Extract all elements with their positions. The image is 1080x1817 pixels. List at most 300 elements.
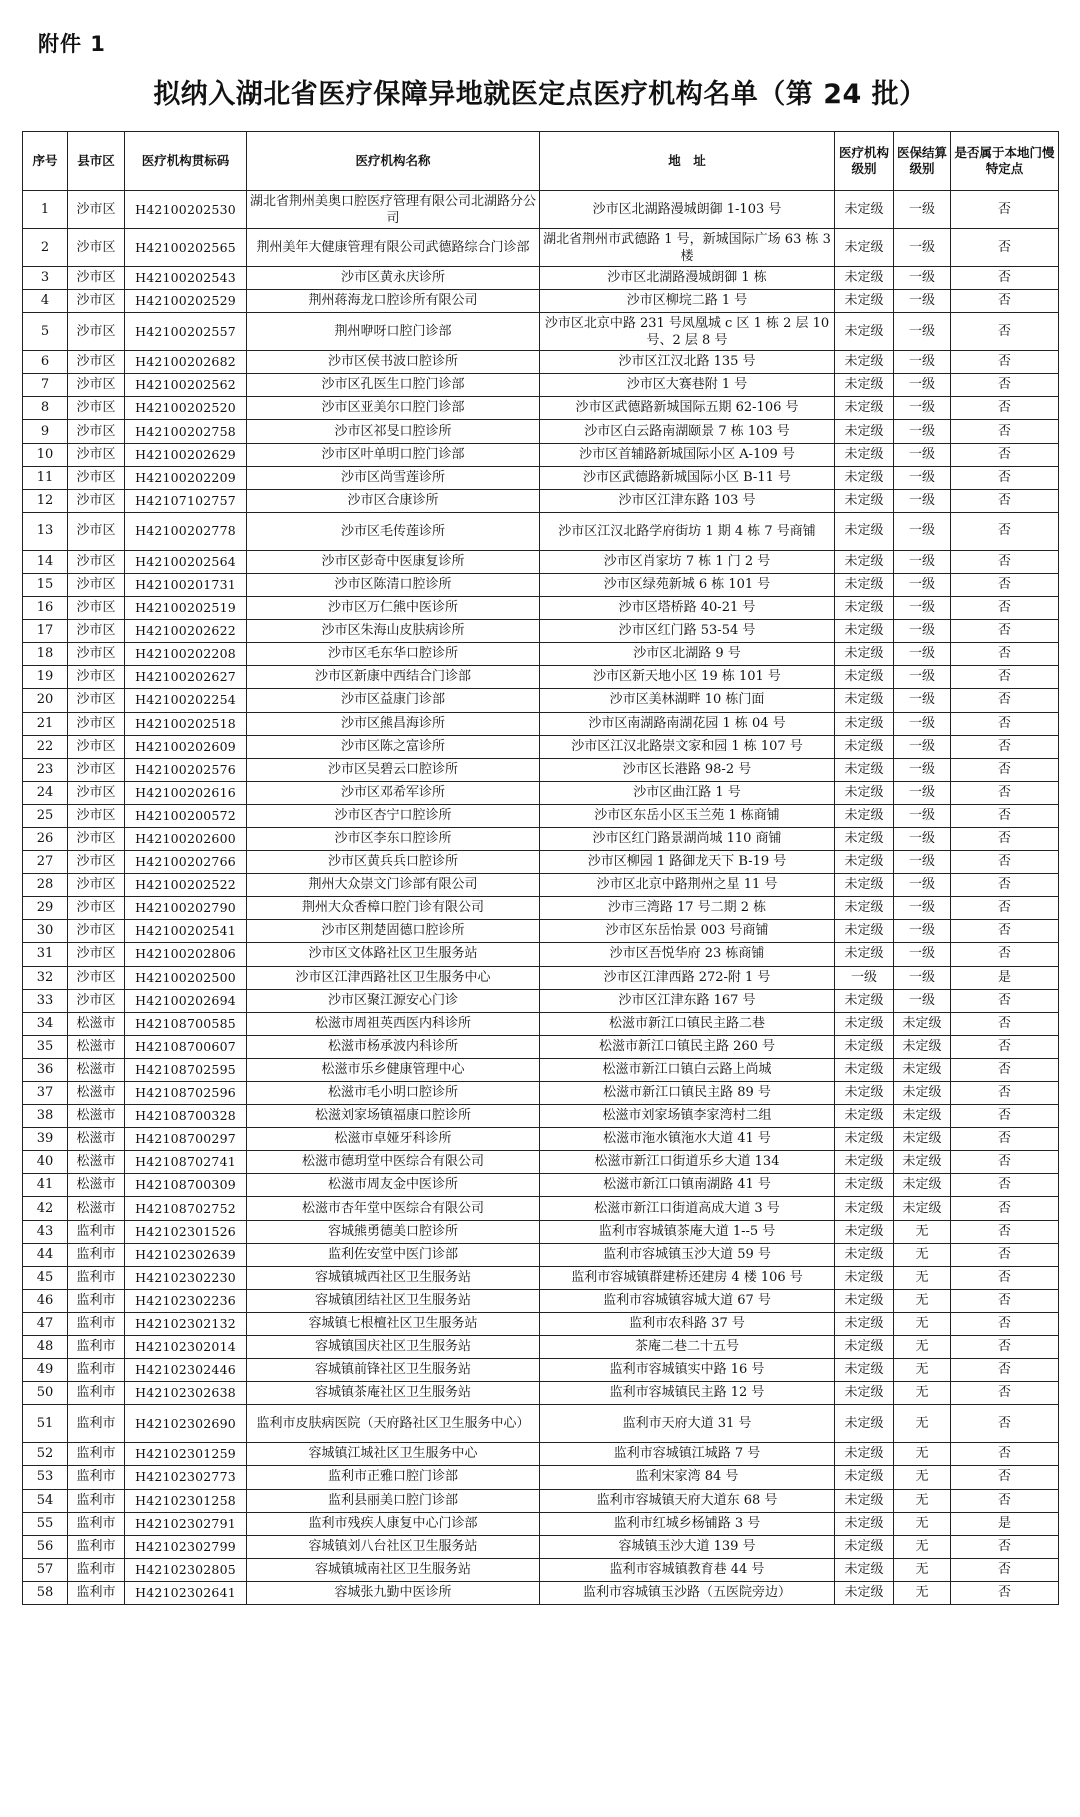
row-code: H42100202616 [125, 781, 247, 804]
row-index: 9 [23, 420, 68, 443]
row-level: 未定级 [835, 874, 894, 897]
row-index: 46 [23, 1289, 68, 1312]
row-address: 沙市区江津东路 103 号 [540, 489, 835, 512]
row-name: 监利市残疾人康复中心门诊部 [247, 1512, 540, 1535]
row-code: H42100202541 [125, 920, 247, 943]
table-row [23, 351, 1059, 374]
row-code: H42102302230 [125, 1266, 247, 1289]
row-county: 沙市区 [68, 191, 125, 229]
row-address: 沙市区北湖路漫城朗御 1 栋 [540, 267, 835, 290]
row-county: 沙市区 [68, 512, 125, 550]
row-county: 监利市 [68, 1359, 125, 1382]
row-address: 监利宋家湾 84 号 [540, 1466, 835, 1489]
row-code: H42100201731 [125, 573, 247, 596]
institution-table [22, 131, 1059, 1605]
row-county: 沙市区 [68, 597, 125, 620]
row-settlement: 未定级 [894, 1035, 951, 1058]
document-title: 拟纳入湖北省医疗保障异地就医定点医疗机构名单（第 24 批） [153, 79, 927, 110]
table-row [23, 1197, 1059, 1220]
row-index: 43 [23, 1220, 68, 1243]
row-index: 14 [23, 550, 68, 573]
row-settlement: 一级 [894, 397, 951, 420]
row-name: 松滋刘家场镇福康口腔诊所 [247, 1105, 540, 1128]
row-address: 容城镇玉沙大道 139 号 [540, 1535, 835, 1558]
table-row [23, 712, 1059, 735]
table-row [23, 1312, 1059, 1335]
row-address: 松滋市新江口镇民主路 260 号 [540, 1035, 835, 1058]
row-settlement: 一级 [894, 804, 951, 827]
row-index: 41 [23, 1174, 68, 1197]
row-county: 沙市区 [68, 420, 125, 443]
row-chronic: 否 [951, 735, 1059, 758]
table-row [23, 374, 1059, 397]
row-index: 20 [23, 689, 68, 712]
row-county: 沙市区 [68, 267, 125, 290]
row-index: 31 [23, 943, 68, 966]
header-county: 县市区 [68, 132, 125, 191]
row-index: 24 [23, 781, 68, 804]
row-settlement: 无 [894, 1535, 951, 1558]
table-row [23, 1128, 1059, 1151]
row-name: 沙市区熊昌海诊所 [247, 712, 540, 735]
row-level: 未定级 [835, 443, 894, 466]
table-row [23, 1243, 1059, 1266]
row-name: 沙市区邓希军诊所 [247, 781, 540, 804]
row-code: H42100202790 [125, 897, 247, 920]
row-code: H42100202627 [125, 666, 247, 689]
row-settlement: 无 [894, 1312, 951, 1335]
row-address: 沙市区北京中路荆州之星 11 号 [540, 874, 835, 897]
table-row [23, 620, 1059, 643]
table-row [23, 573, 1059, 596]
row-address: 沙市区白云路南湖颐景 7 栋 103 号 [540, 420, 835, 443]
table-row [23, 1466, 1059, 1489]
row-county: 监利市 [68, 1336, 125, 1359]
row-settlement: 无 [894, 1466, 951, 1489]
row-code: H42102302791 [125, 1512, 247, 1535]
row-name: 沙市区尚雪莲诊所 [247, 466, 540, 489]
table-row [23, 666, 1059, 689]
row-address: 松滋市新江口街道高成大道 3 号 [540, 1197, 835, 1220]
row-level: 未定级 [835, 1128, 894, 1151]
row-chronic: 否 [951, 267, 1059, 290]
table-row [23, 1581, 1059, 1604]
row-address: 松滋市新江口镇南湖路 41 号 [540, 1174, 835, 1197]
row-code: H42100202565 [125, 229, 247, 267]
row-index: 25 [23, 804, 68, 827]
row-chronic: 否 [951, 313, 1059, 351]
row-code: H42108700585 [125, 1012, 247, 1035]
row-name: 容城镇城西社区卫生服务站 [247, 1266, 540, 1289]
row-index: 55 [23, 1512, 68, 1535]
row-chronic: 否 [951, 512, 1059, 550]
row-level: 未定级 [835, 1359, 894, 1382]
row-code: H42102301526 [125, 1220, 247, 1243]
row-index: 16 [23, 597, 68, 620]
row-code: H42102302236 [125, 1289, 247, 1312]
row-name: 沙市区杏宁口腔诊所 [247, 804, 540, 827]
row-index: 22 [23, 735, 68, 758]
row-settlement: 一级 [894, 489, 951, 512]
table-row [23, 804, 1059, 827]
row-address: 沙市三湾路 17 号二期 2 栋 [540, 897, 835, 920]
row-county: 沙市区 [68, 689, 125, 712]
row-name: 沙市区荆楚固德口腔诊所 [247, 920, 540, 943]
row-level: 未定级 [835, 1558, 894, 1581]
row-name: 荆州咿呀口腔门诊部 [247, 313, 540, 351]
row-settlement: 一级 [894, 597, 951, 620]
row-settlement: 一级 [894, 851, 951, 874]
row-code: H42100202682 [125, 351, 247, 374]
row-index: 35 [23, 1035, 68, 1058]
row-index: 34 [23, 1012, 68, 1035]
row-index: 28 [23, 874, 68, 897]
row-settlement: 未定级 [894, 1012, 951, 1035]
row-code: H42100202529 [125, 290, 247, 313]
table-row [23, 1382, 1059, 1405]
row-name: 荆州蒋海龙口腔诊所有限公司 [247, 290, 540, 313]
row-level: 未定级 [835, 351, 894, 374]
row-code: H42108700328 [125, 1105, 247, 1128]
row-settlement: 无 [894, 1443, 951, 1466]
row-index: 23 [23, 758, 68, 781]
row-settlement: 未定级 [894, 1058, 951, 1081]
row-level: 一级 [835, 966, 894, 989]
row-level: 未定级 [835, 290, 894, 313]
row-level: 未定级 [835, 851, 894, 874]
row-settlement: 无 [894, 1405, 951, 1443]
row-county: 监利市 [68, 1443, 125, 1466]
row-settlement: 未定级 [894, 1105, 951, 1128]
row-index: 30 [23, 920, 68, 943]
row-name: 荆州大众崇文门诊部有限公司 [247, 874, 540, 897]
header-chronic: 是否属于本地门慢特定点 [951, 132, 1059, 191]
row-index: 13 [23, 512, 68, 550]
table-header-row [23, 132, 1059, 191]
row-county: 沙市区 [68, 466, 125, 489]
row-chronic: 否 [951, 1359, 1059, 1382]
row-settlement: 一级 [894, 643, 951, 666]
row-code: H42102302773 [125, 1466, 247, 1489]
row-settlement: 无 [894, 1489, 951, 1512]
row-settlement: 无 [894, 1558, 951, 1581]
table-row [23, 1058, 1059, 1081]
row-settlement: 一级 [894, 666, 951, 689]
row-county: 监利市 [68, 1512, 125, 1535]
row-settlement: 一级 [894, 267, 951, 290]
row-county: 监利市 [68, 1558, 125, 1581]
row-code: H42102301258 [125, 1489, 247, 1512]
row-name: 沙市区孔医生口腔门诊部 [247, 374, 540, 397]
table-row [23, 966, 1059, 989]
row-name: 容城镇七根檀社区卫生服务站 [247, 1312, 540, 1335]
row-index: 27 [23, 851, 68, 874]
table-row [23, 689, 1059, 712]
row-county: 松滋市 [68, 1174, 125, 1197]
row-chronic: 否 [951, 290, 1059, 313]
table-row [23, 643, 1059, 666]
row-address: 监利市容城镇教育巷 44 号 [540, 1558, 835, 1581]
row-name: 容城张九勤中医诊所 [247, 1581, 540, 1604]
table-row [23, 827, 1059, 850]
row-level: 未定级 [835, 643, 894, 666]
row-code: H42100202576 [125, 758, 247, 781]
row-code: H42100202694 [125, 989, 247, 1012]
row-chronic: 否 [951, 1535, 1059, 1558]
row-address: 监利市天府大道 31 号 [540, 1405, 835, 1443]
row-chronic: 否 [951, 229, 1059, 267]
row-address: 沙市区江汉北路学府街坊 1 期 4 栋 7 号商铺 [540, 512, 835, 550]
row-code: H42108700297 [125, 1128, 247, 1151]
table-row [23, 191, 1059, 229]
table-row [23, 1558, 1059, 1581]
row-index: 42 [23, 1197, 68, 1220]
row-name: 容城镇城南社区卫生服务站 [247, 1558, 540, 1581]
row-index: 26 [23, 827, 68, 850]
row-index: 32 [23, 966, 68, 989]
row-county: 沙市区 [68, 290, 125, 313]
table-row [23, 874, 1059, 897]
row-level: 未定级 [835, 1535, 894, 1558]
row-chronic: 否 [951, 351, 1059, 374]
row-county: 松滋市 [68, 1012, 125, 1035]
row-index: 11 [23, 466, 68, 489]
row-chronic: 否 [951, 573, 1059, 596]
row-name: 湖北省荆州美奥口腔医疗管理有限公司北湖路分公司 [247, 191, 540, 229]
row-code: H42100202519 [125, 597, 247, 620]
row-level: 未定级 [835, 313, 894, 351]
row-level: 未定级 [835, 781, 894, 804]
row-name: 监利市皮肤病医院（天府路社区卫生服务中心） [247, 1405, 540, 1443]
row-address: 监利市容城镇容城大道 67 号 [540, 1289, 835, 1312]
row-settlement: 一级 [894, 989, 951, 1012]
row-level: 未定级 [835, 1336, 894, 1359]
row-county: 监利市 [68, 1243, 125, 1266]
header-index: 序号 [23, 132, 68, 191]
table-row [23, 1289, 1059, 1312]
row-code: H42100202520 [125, 397, 247, 420]
row-name: 荆州美年大健康管理有限公司武德路综合门诊部 [247, 229, 540, 267]
row-index: 40 [23, 1151, 68, 1174]
row-index: 4 [23, 290, 68, 313]
row-name: 沙市区彭奇中医康复诊所 [247, 550, 540, 573]
row-chronic: 否 [951, 758, 1059, 781]
row-name: 沙市区李东口腔诊所 [247, 827, 540, 850]
row-address: 松滋市刘家场镇李家湾村二组 [540, 1105, 835, 1128]
row-county: 沙市区 [68, 620, 125, 643]
row-address: 监利市容城镇玉沙路（五医院旁边） [540, 1581, 835, 1604]
row-address: 沙市区吾悦华府 23 栋商铺 [540, 943, 835, 966]
row-chronic: 是 [951, 966, 1059, 989]
table-row [23, 512, 1059, 550]
row-chronic: 否 [951, 1243, 1059, 1266]
row-chronic: 否 [951, 1558, 1059, 1581]
row-code: H42100202209 [125, 466, 247, 489]
row-level: 未定级 [835, 374, 894, 397]
table-row [23, 920, 1059, 943]
row-address: 沙市区塔桥路 40-21 号 [540, 597, 835, 620]
row-address: 沙市区美林湖畔 10 栋门面 [540, 689, 835, 712]
row-index: 12 [23, 489, 68, 512]
row-county: 监利市 [68, 1466, 125, 1489]
table-row [23, 1035, 1059, 1058]
row-chronic: 否 [951, 897, 1059, 920]
row-level: 未定级 [835, 229, 894, 267]
row-name: 容城镇前锋社区卫生服务站 [247, 1359, 540, 1382]
row-county: 沙市区 [68, 989, 125, 1012]
row-level: 未定级 [835, 735, 894, 758]
row-name: 沙市区万仁熊中医诊所 [247, 597, 540, 620]
row-name: 松滋市卓娅牙科诊所 [247, 1128, 540, 1151]
row-name: 沙市区江津西路社区卫生服务中心 [247, 966, 540, 989]
row-county: 沙市区 [68, 666, 125, 689]
row-address: 沙市区长港路 98-2 号 [540, 758, 835, 781]
row-chronic: 否 [951, 943, 1059, 966]
row-level: 未定级 [835, 1197, 894, 1220]
table-row [23, 550, 1059, 573]
row-level: 未定级 [835, 989, 894, 1012]
row-address: 沙市区曲江路 1 号 [540, 781, 835, 804]
row-code: H42100202609 [125, 735, 247, 758]
row-code: H42100202562 [125, 374, 247, 397]
row-code: H42102302641 [125, 1581, 247, 1604]
row-name: 松滋市德玥堂中医综合有限公司 [247, 1151, 540, 1174]
row-chronic: 否 [951, 1312, 1059, 1335]
row-county: 监利市 [68, 1220, 125, 1243]
row-settlement: 未定级 [894, 1128, 951, 1151]
row-county: 松滋市 [68, 1151, 125, 1174]
row-name: 沙市区毛东华口腔诊所 [247, 643, 540, 666]
row-level: 未定级 [835, 712, 894, 735]
table-row [23, 489, 1059, 512]
row-code: H42100200572 [125, 804, 247, 827]
row-index: 10 [23, 443, 68, 466]
table-row [23, 1359, 1059, 1382]
row-level: 未定级 [835, 758, 894, 781]
row-name: 容城镇国庆社区卫生服务站 [247, 1336, 540, 1359]
row-settlement: 一级 [894, 313, 951, 351]
header-code: 医疗机构贯标码 [125, 132, 247, 191]
row-level: 未定级 [835, 397, 894, 420]
table-row [23, 897, 1059, 920]
row-level: 未定级 [835, 489, 894, 512]
row-index: 18 [23, 643, 68, 666]
row-name: 容城镇团结社区卫生服务站 [247, 1289, 540, 1312]
row-address: 沙市区武德路新城国际小区 B-11 号 [540, 466, 835, 489]
row-settlement: 一级 [894, 191, 951, 229]
row-county: 沙市区 [68, 313, 125, 351]
row-level: 未定级 [835, 1289, 894, 1312]
row-county: 沙市区 [68, 489, 125, 512]
row-chronic: 否 [951, 1012, 1059, 1035]
row-address: 沙市区柳垸二路 1 号 [540, 290, 835, 313]
table-row [23, 1512, 1059, 1535]
row-settlement: 一级 [894, 781, 951, 804]
table-row [23, 735, 1059, 758]
row-address: 沙市区武德路新城国际五期 62-106 号 [540, 397, 835, 420]
row-level: 未定级 [835, 1312, 894, 1335]
row-code: H42102301259 [125, 1443, 247, 1466]
row-name: 沙市区黄永庆诊所 [247, 267, 540, 290]
row-settlement: 一级 [894, 229, 951, 267]
row-level: 未定级 [835, 1082, 894, 1105]
row-index: 39 [23, 1128, 68, 1151]
row-chronic: 否 [951, 397, 1059, 420]
row-name: 容城熊勇德美口腔诊所 [247, 1220, 540, 1243]
row-chronic: 否 [951, 643, 1059, 666]
row-county: 监利市 [68, 1581, 125, 1604]
row-name: 沙市区新康中西结合门诊部 [247, 666, 540, 689]
row-code: H42100202629 [125, 443, 247, 466]
row-address: 沙市区北湖路漫城朗御 1-103 号 [540, 191, 835, 229]
row-name: 容城镇江城社区卫生服务中心 [247, 1443, 540, 1466]
table-row [23, 1535, 1059, 1558]
row-index: 37 [23, 1082, 68, 1105]
row-settlement: 无 [894, 1243, 951, 1266]
row-address: 沙市区新天地小区 19 栋 101 号 [540, 666, 835, 689]
row-chronic: 否 [951, 374, 1059, 397]
row-index: 54 [23, 1489, 68, 1512]
row-settlement: 一级 [894, 943, 951, 966]
table-row [23, 267, 1059, 290]
row-address: 监利市容城镇天府大道东 68 号 [540, 1489, 835, 1512]
row-address: 沙市区柳园 1 路御龙天下 B-19 号 [540, 851, 835, 874]
row-settlement: 一级 [894, 512, 951, 550]
row-level: 未定级 [835, 1243, 894, 1266]
row-settlement: 无 [894, 1289, 951, 1312]
row-county: 沙市区 [68, 966, 125, 989]
row-index: 33 [23, 989, 68, 1012]
row-index: 50 [23, 1382, 68, 1405]
row-county: 沙市区 [68, 397, 125, 420]
row-level: 未定级 [835, 1382, 894, 1405]
row-chronic: 否 [951, 191, 1059, 229]
row-county: 松滋市 [68, 1035, 125, 1058]
row-address: 沙市区南湖路南湖花园 1 栋 04 号 [540, 712, 835, 735]
row-county: 沙市区 [68, 712, 125, 735]
row-address: 监利市容城镇群建桥还建房 4 楼 106 号 [540, 1266, 835, 1289]
row-settlement: 未定级 [894, 1151, 951, 1174]
row-settlement: 一级 [894, 443, 951, 466]
row-name: 沙市区黄兵兵口腔诊所 [247, 851, 540, 874]
row-code: H42100202778 [125, 512, 247, 550]
row-chronic: 否 [951, 1266, 1059, 1289]
row-level: 未定级 [835, 620, 894, 643]
table-row [23, 989, 1059, 1012]
row-county: 松滋市 [68, 1105, 125, 1128]
row-name: 松滋市周友金中医诊所 [247, 1174, 540, 1197]
row-code: H42100202522 [125, 874, 247, 897]
row-address: 监利市红城乡杨铺路 3 号 [540, 1512, 835, 1535]
header-address: 地 址 [540, 132, 835, 191]
row-level: 未定级 [835, 920, 894, 943]
row-name: 松滋市杨承波内科诊所 [247, 1035, 540, 1058]
row-settlement: 一级 [894, 290, 951, 313]
row-chronic: 否 [951, 1105, 1059, 1128]
row-county: 监利市 [68, 1405, 125, 1443]
row-index: 1 [23, 191, 68, 229]
row-code: H42100202622 [125, 620, 247, 643]
row-county: 沙市区 [68, 643, 125, 666]
table-row [23, 943, 1059, 966]
table-row [23, 758, 1059, 781]
row-level: 未定级 [835, 1174, 894, 1197]
row-address: 松滋市新江口镇民主路 89 号 [540, 1082, 835, 1105]
row-name: 沙市区祁旻口腔诊所 [247, 420, 540, 443]
table-row [23, 1443, 1059, 1466]
row-address: 松滋市沲水镇沲水大道 41 号 [540, 1128, 835, 1151]
row-chronic: 否 [951, 989, 1059, 1012]
